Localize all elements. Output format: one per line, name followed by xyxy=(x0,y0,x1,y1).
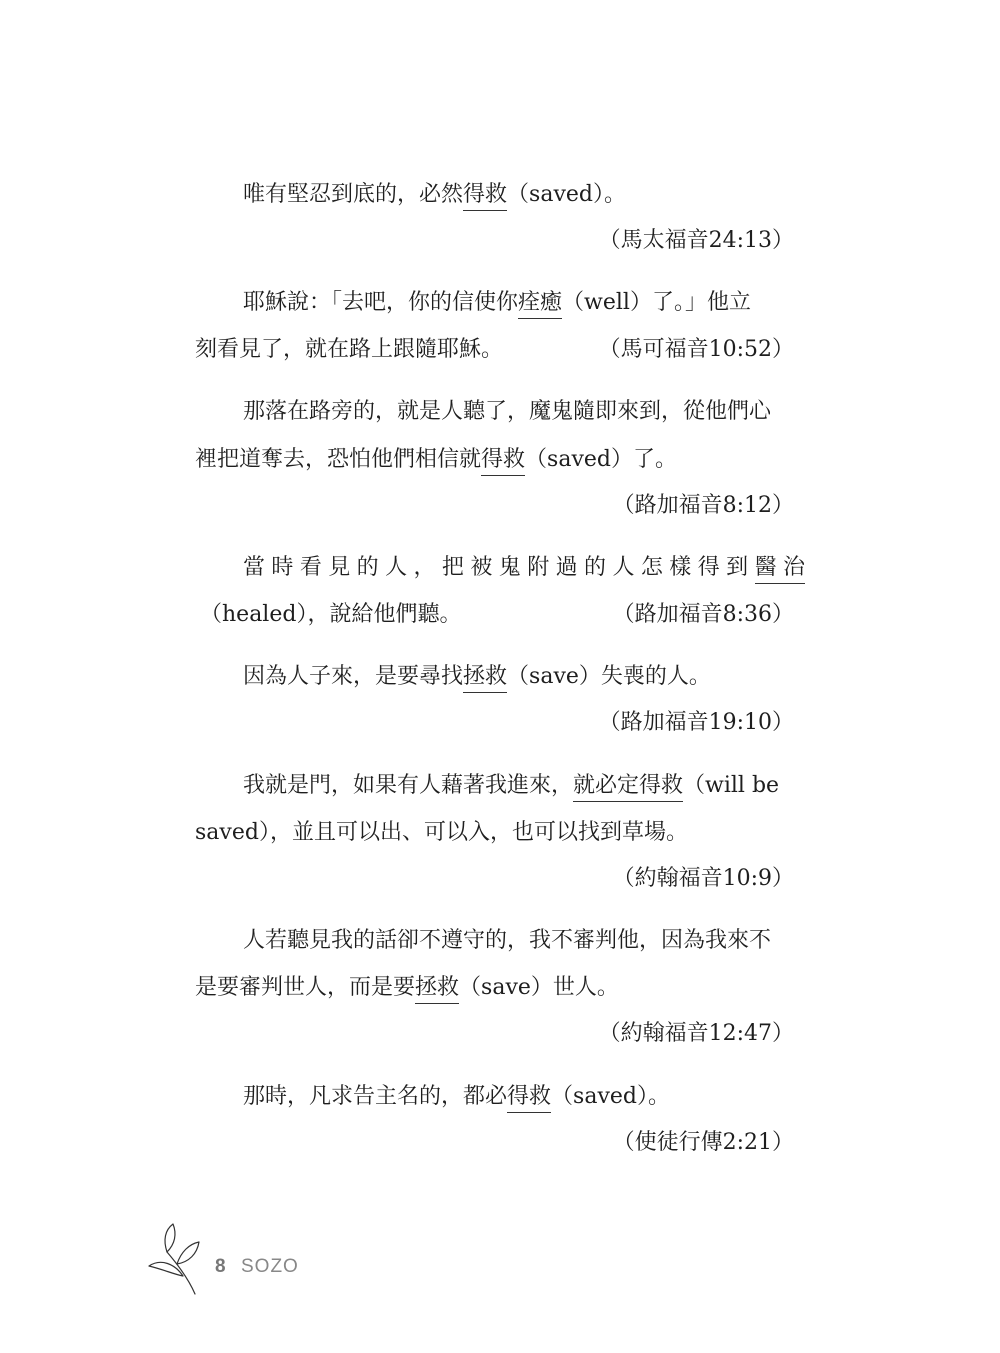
verse-7-reference: （約翰福音12:47） xyxy=(598,1021,794,1046)
underlined-term: 得救 xyxy=(481,447,525,476)
underlined-term: 就必定得救 xyxy=(573,773,683,802)
verse-6-line-1: 我就是門，如果有人藉著我進來，就必定得救（will be xyxy=(243,771,779,801)
underlined-term: 得救 xyxy=(507,1084,551,1113)
verse-2-line-2: 刻看見了，就在路上跟隨耶穌。 xyxy=(195,337,504,362)
verse-7-line-1: 人若聽見我的話卻不遵守的，我不審判他，因為我來不 xyxy=(243,928,772,953)
verse-2-reference: （馬可福音10:52） xyxy=(598,337,794,362)
verse-3-line-1: 那落在路旁的，就是人聽了，魔鬼隨即來到，從他們心 xyxy=(243,399,772,424)
verse-5-line-1: 因為人子來，是要尋找拯救（save）失喪的人。 xyxy=(243,662,711,692)
verse-6-reference: （約翰福音10:9） xyxy=(612,866,794,891)
verse-8-reference: （使徒行傳2:21） xyxy=(612,1130,794,1155)
page-footer xyxy=(145,1222,345,1296)
leaf-sprig-icon xyxy=(145,1222,209,1296)
verse-4-line-2: （healed），說給他們聽。 xyxy=(200,602,462,627)
underlined-term: 痊癒 xyxy=(518,290,562,319)
verse-2-line-1: 耶穌說：「去吧，你的信使你痊癒（well）了。」他立 xyxy=(243,288,751,318)
verse-8-line-1: 那時，凡求告主名的，都必得救（saved）。 xyxy=(243,1082,670,1112)
verse-1-reference: （馬太福音24:13） xyxy=(598,228,794,253)
verse-1-line-1: 唯有堅忍到底的，必然得救（saved）。 xyxy=(243,180,626,210)
page-number: 8 xyxy=(215,1256,226,1277)
verse-5-reference: （路加福音19:10） xyxy=(598,710,794,735)
underlined-term: 得救 xyxy=(463,182,507,211)
underlined-term: 拯救 xyxy=(415,975,459,1004)
verse-4-reference: （路加福音8:36） xyxy=(612,602,794,627)
underlined-term: 醫治 xyxy=(755,555,805,584)
book-title: SOZO xyxy=(241,1256,299,1277)
verse-7-line-2: 是要審判世人，而是要拯救（save）世人。 xyxy=(195,973,619,1003)
underlined-term: 拯救 xyxy=(463,664,507,693)
verse-6-line-2: saved），並且可以出、可以入，也可以找到草場。 xyxy=(195,820,688,845)
verse-3-reference: （路加福音8:12） xyxy=(612,493,794,518)
verse-3-line-2: 裡把道奪去，恐怕他們相信就得救（saved）了。 xyxy=(195,445,677,475)
verse-4-line-1: 當時看見的人，把被鬼附過的人怎樣得到醫治 xyxy=(243,553,805,583)
